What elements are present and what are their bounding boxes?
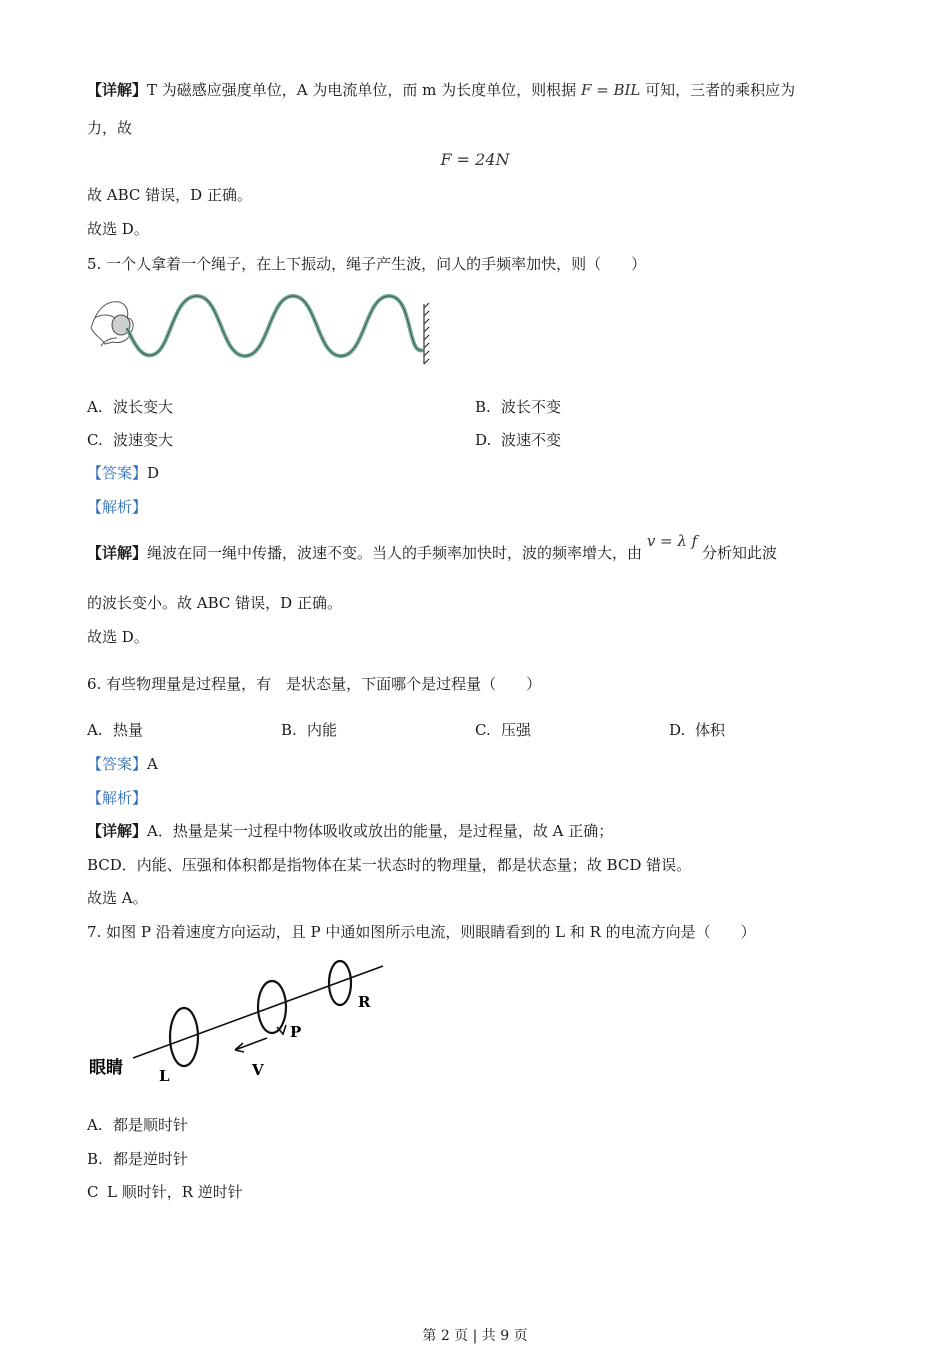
q6-answer: [87, 754, 158, 774]
option-key: C: [87, 1183, 99, 1201]
answer-value: A: [147, 755, 158, 773]
option-key: A.: [87, 721, 103, 739]
option-text: 压强: [501, 721, 532, 739]
formula-inline: F = BIL: [580, 81, 641, 99]
option-key: D.: [669, 721, 686, 739]
wall-hatch: [424, 303, 429, 364]
q6-option-c[interactable]: [475, 720, 531, 740]
label-p: P: [290, 1023, 302, 1041]
q5-detail-line-1: [87, 532, 778, 563]
q5-detail-line-2: 的波长变小。故 ABC 错误，D 正确。: [87, 594, 342, 612]
q7-option-b[interactable]: [87, 1149, 188, 1169]
question-7-stem: 7. 如图 P 沿着速度方向运动，且 P 中通如图所示电流，则眼睛看到的 L 和 R 的电流方向是（ ）: [87, 923, 756, 941]
q7-option-a[interactable]: [87, 1115, 188, 1135]
rings-figure: [87, 955, 397, 1085]
q5-option-b[interactable]: [475, 397, 561, 417]
ring-r: [329, 961, 351, 1005]
detail-text: 绳波在同一绳中传播，波速不变。当人的手频率加快时，波的频率增大，由: [147, 544, 643, 562]
eye-label: 眼睛: [89, 1058, 123, 1078]
formula-inline: v = λ f: [646, 532, 698, 550]
q6-conclusion: 故选 A。: [87, 889, 148, 907]
option-key: D.: [475, 431, 492, 449]
option-text: 波速变大: [113, 431, 174, 449]
detail-line-2: 力，故: [87, 119, 133, 137]
detail-text: 可知，三者的乘积应为: [645, 81, 796, 99]
label-r: R: [358, 993, 371, 1011]
detail-tag: 【详解】: [87, 544, 148, 562]
question-5-stem: 5. 一个人拿着一个绳子，在上下振动，绳子产生波，问人的手频率加快，则（ ）: [87, 255, 647, 273]
option-text: L 顺时针，R 逆时针: [107, 1183, 243, 1201]
option-text: 波速不变: [501, 431, 562, 449]
detail-text: A．热量是某一过程中物体吸收或放出的能量，是过程量，故 A 正确；: [147, 822, 614, 840]
option-key: B.: [87, 1150, 103, 1168]
q6-detail-line-2: BCD．内能、压强和体积都是指物体在某一状态时的物理量，都是状态量；故 BCD 错误。: [87, 856, 692, 874]
option-text: 热量: [113, 721, 144, 739]
option-key: B.: [475, 398, 491, 416]
ring-l: [170, 1008, 198, 1066]
option-text: 内能: [307, 721, 338, 739]
hand-icon: [91, 302, 133, 346]
page-footer: 第 2 页 | 共 9 页: [422, 1328, 528, 1344]
rope-wave-figure: [87, 288, 432, 368]
detail-line-1: [87, 80, 795, 100]
answer-tag: 【答案】: [87, 755, 148, 773]
option-key: B.: [281, 721, 297, 739]
q5-answer: [87, 463, 159, 483]
option-text: 体积: [695, 721, 726, 739]
option-key: C.: [475, 721, 491, 739]
q6-option-d[interactable]: [669, 720, 725, 740]
option-key: A.: [87, 1116, 103, 1134]
q7-option-c[interactable]: [87, 1182, 243, 1202]
option-key: C.: [87, 431, 103, 449]
option-key: A.: [87, 398, 103, 416]
option-text: 都是逆时针: [113, 1150, 189, 1168]
q6-detail-line-1: [87, 821, 613, 841]
label-v: V: [252, 1061, 264, 1079]
answer-tag: 【答案】: [87, 464, 148, 482]
q5-option-a[interactable]: [87, 397, 173, 417]
detail-line-3: 故 ABC 错误，D 正确。: [87, 186, 252, 204]
q5-conclusion: 故选 D。: [87, 628, 149, 646]
option-text: 波长不变: [501, 398, 562, 416]
detail-tag: 【详解】: [87, 822, 148, 840]
q5-analysis-tag: 【解析】: [87, 498, 148, 516]
q6-analysis-tag: 【解析】: [87, 789, 148, 807]
question-6-stem: 6. 有些物理量是过程量，有 是状态量，下面哪个是过程量（ ）: [87, 675, 542, 693]
detail-text: T 为磁感应强度单位，A 为电流单位，而 m 为长度单位，则根据: [147, 81, 577, 99]
label-l: L: [159, 1067, 170, 1085]
velocity-arrow-icon: [235, 1038, 267, 1052]
detail-text: 分析知此波: [702, 544, 778, 562]
q6-option-b[interactable]: [281, 720, 337, 740]
answer-value: D: [147, 464, 160, 482]
q5-option-c[interactable]: [87, 430, 173, 450]
option-text: 都是顺时针: [113, 1116, 189, 1134]
detail-tag: 【详解】: [87, 81, 148, 99]
q6-option-a[interactable]: [87, 720, 143, 740]
option-text: 波长变大: [113, 398, 174, 416]
formula-centered: F = 24N: [440, 150, 510, 169]
conclusion: 故选 D。: [87, 220, 149, 238]
q5-option-d[interactable]: [475, 430, 561, 450]
